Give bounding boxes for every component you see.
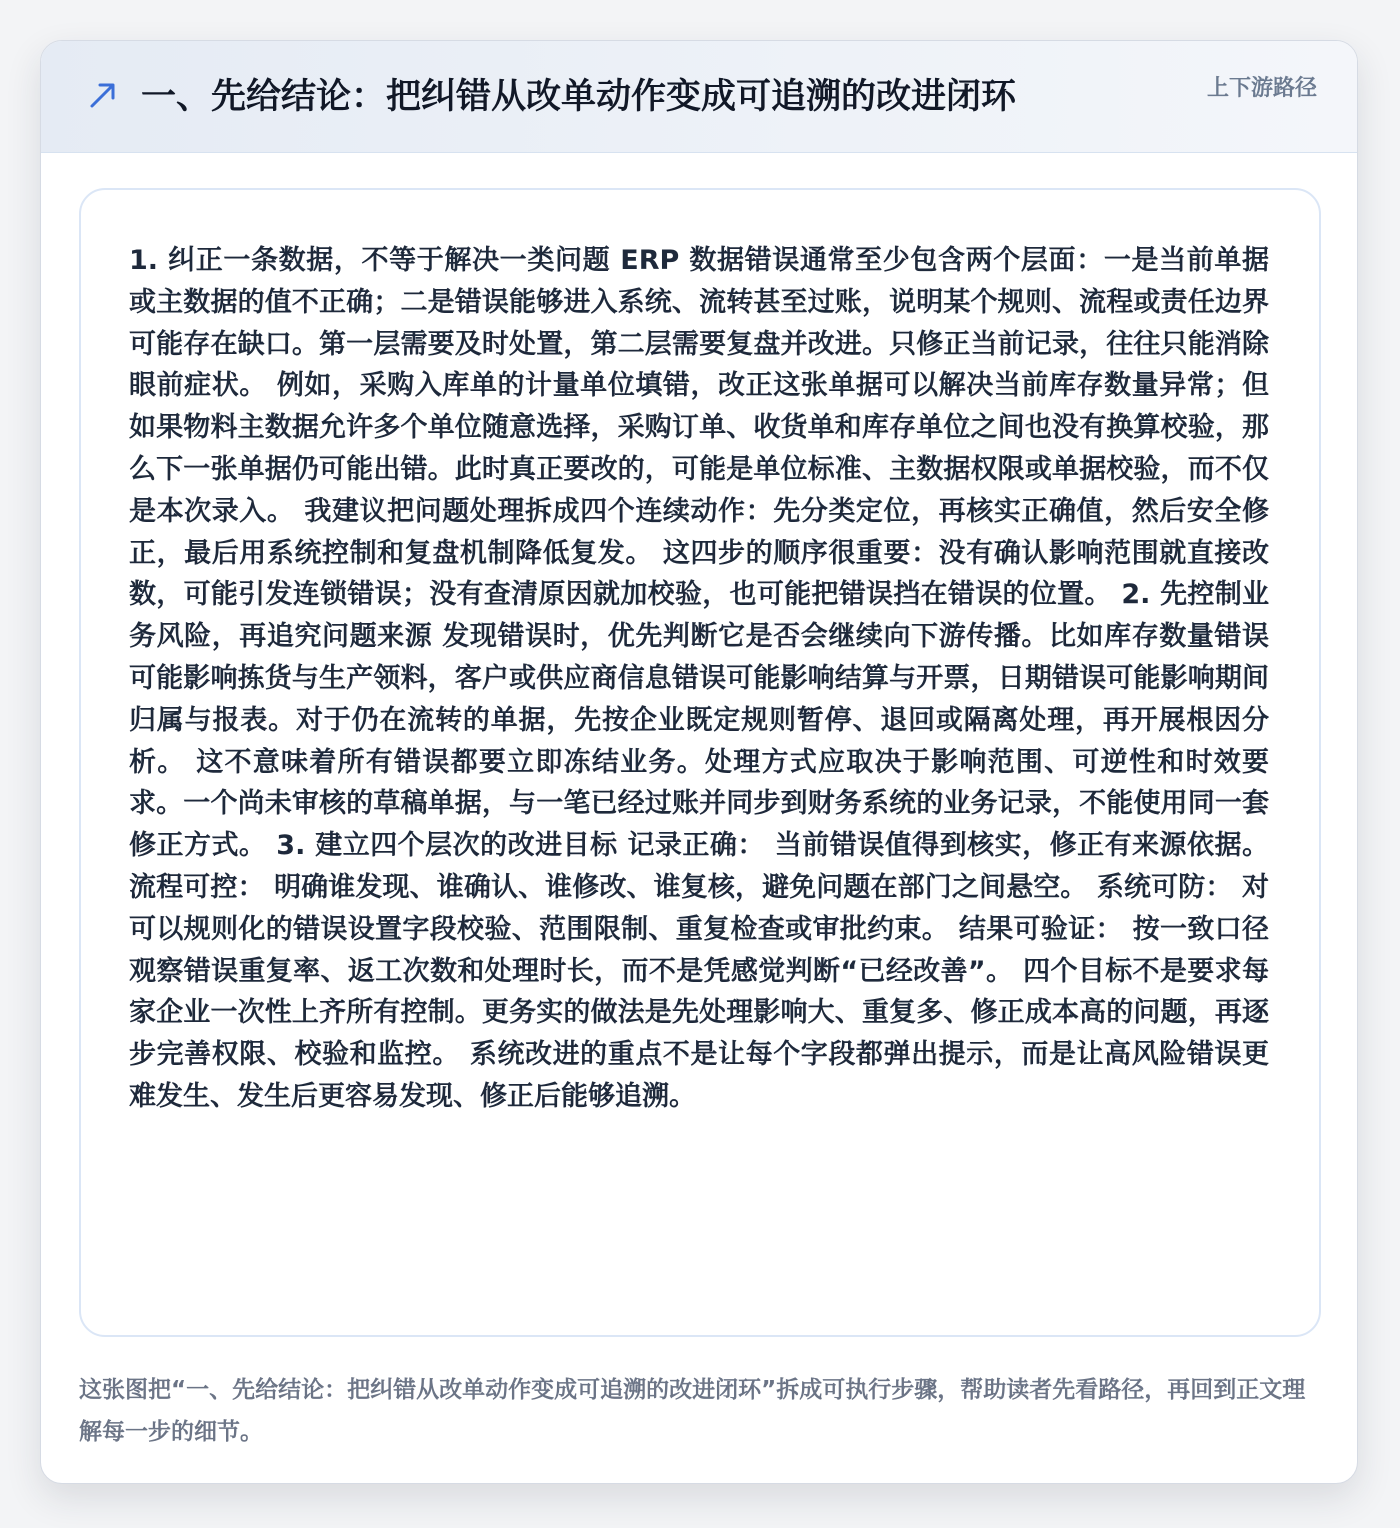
content-panel [79,188,1321,1337]
arrow-up-right-icon [85,77,121,113]
card-header [41,41,1357,153]
section-tag: 上下游路径 [1206,76,1317,101]
page-title: 一、先给结论：把纠错从改单动作变成可追溯的改进闭环 [141,77,1017,117]
article-card [40,40,1358,1484]
body-paragraph: 1. 纠正一条数据，不等于解决一类问题 ERP 数据错误通常至少包含两个层面：一是当前单据或主数据的值不正确；二是错误能够进入系统、流转甚至过账，说明某个规则、流程或责任边界可能存在缺口。第一层需要及时处置，第二层需要复盘并改进。只修正当前记录，往往只能消除眼前症状。 例如，采购入库单的计量单位填错，改正这张单据可以解决当前库存数量异常；但如果物料主数据允许多个单位随意选择，采购订单、收货单和库存单位之间也没有换算校验，那么下一张单据仍可能出错。此时真正要改的，可能是单位标准、主数据权限或单据校验，而不仅是本次录入。 我建议把问题处理拆成四个连续动作：先分类定位，再核实正确值，然后安全修正，最后用系统控制和复盘机制降低复发。 这四步的顺序很重要：没有确认影响范围就直接改数，可能引发连锁错误；没有查清原因就加校验，也可能把错误挡在错误的位置。 2. 先控制业务风险，再追究问题来源 发现错误时，优先判断它是否会继续向下游传播。比如库存数量错误可能影响拣货与生产领料，客户或供应商信息错误可能影响结算与开票，日期错误可能影响期间归属与报表。对于仍在流转的单据，先按企业既定规则暂停、退回或隔离处理，再开展根因分析。 这不意味着所有错误都要立即冻结业务。处理方式应取决于影响范围、可逆性和时效要求。一个尚未审核的草稿单据，与一笔已经过账并同步到财务系统的业务记录，不能使用同一套修正方式。 3. 建立四个层次的改进目标 记录正确： 当前错误值得到核实，修正有来源依据。 流程可控： 明确谁发现、谁确认、谁修改、谁复核，避免问题在部门之间悬空。 系统可防： 对可以规则化的错误设置字段校验、范围限制、重复检查或审批约束。 结果可验证： 按一致口径观察错误重复率、返工次数和处理时长，而不是凭感觉判断“已经改善”。 四个目标不是要求每家企业一次性上齐所有控制。更务实的做法是先处理影响大、重复多、修正成本高的问题，再逐步完善权限、校验和监控。 系统改进的重点不是让每个字段都弹出提示，而是让高风险错误更难发生、发生后更容易发现、修正后能够追溯。 [129,245,1269,1112]
figure-caption: 这张图把“一、先给结论：把纠错从改单动作变成可追溯的改进闭环”拆成可执行步骤，帮助读者先看路径，再回到正文理解每一步的细节。 [79,1377,1306,1445]
